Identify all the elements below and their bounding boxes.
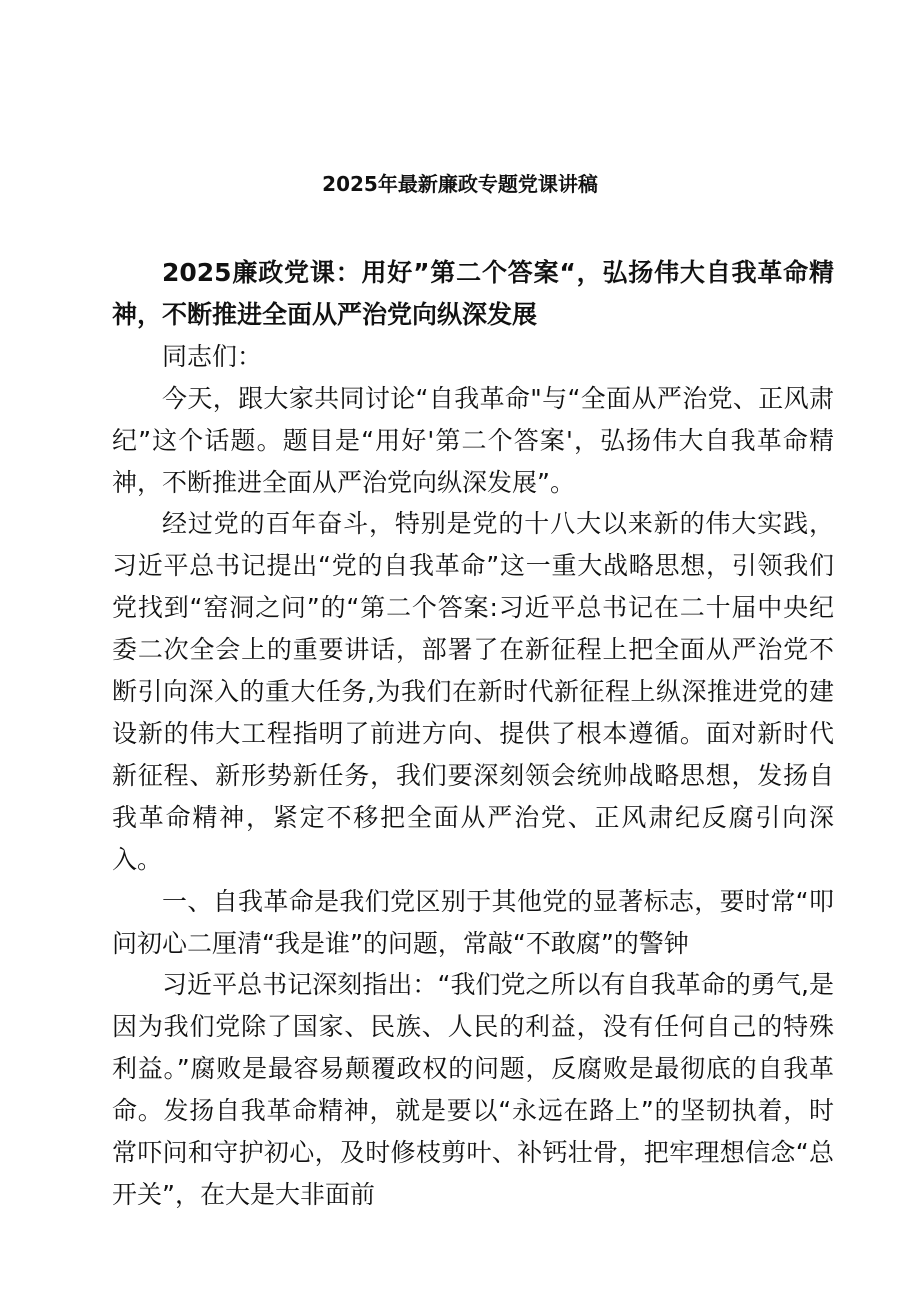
document-body [112, 252, 834, 1216]
document-title: 2025年最新廉政专题党课讲稿 [322, 172, 598, 196]
paragraph-salutation: 同志们： [162, 341, 263, 371]
paragraph-intro: 今天，跟大家共同讨论“自我革命"与“全面从严治党、正风肃纪”这个话题。题目是“用好'第二个答案'，弘扬伟大自我革命精神，不断推进全面从严治党向纵深发展”。 [112, 383, 834, 497]
section-heading-1: 一、自我革命是我们党区别于其他党的显著标志，要时常“叩问初心二厘清“我是谁”的问题，常敲“不敢腐”的警钟 [112, 886, 834, 958]
document-subtitle: 2025廉政党课：用好”第二个答案“，弘扬伟大自我革命精神，不断推进全面从严治党向纵深发展 [112, 258, 834, 329]
paragraph-background: 经过党的百年奋斗，特别是党的十八大以来新的伟大实践，习近平总书记提出“党的自我革命”这一重大战略思想，引领我们党找到“窑洞之问”的“第二个答案:习近平总书记在二十届中央纪委二次全会上的重要讲话，部署了在新征程上把全面从严治党不断引向深入的重大任务,为我们在新时代新征程上纵深推进党的建设新的伟大工程指明了前进方向、提供了根本遵循。面对新时代新征程、新形势新任务，我们要深刻领会统帅战略思想，发扬自我革命精神，紧定不移把全面从严治党、正风肃纪反腐引向深入。 [112, 509, 834, 874]
paragraph-section-1: 习近平总书记深刻指出：“我们党之所以有自我革命的勇气,是因为我们党除了国家、民族、人民的利益，没有任何自己的特殊利益。”腐败是最容易颠覆政权的问题，反腐败是最彻底的自我革命。发扬自我革命精神，就是要以“永远在路上”的坚韧执着，时常吓问和守护初心，及时修枝剪叶、补钙壮骨，把牢理想信念“总开关”，在大是大非面前 [112, 970, 834, 1209]
